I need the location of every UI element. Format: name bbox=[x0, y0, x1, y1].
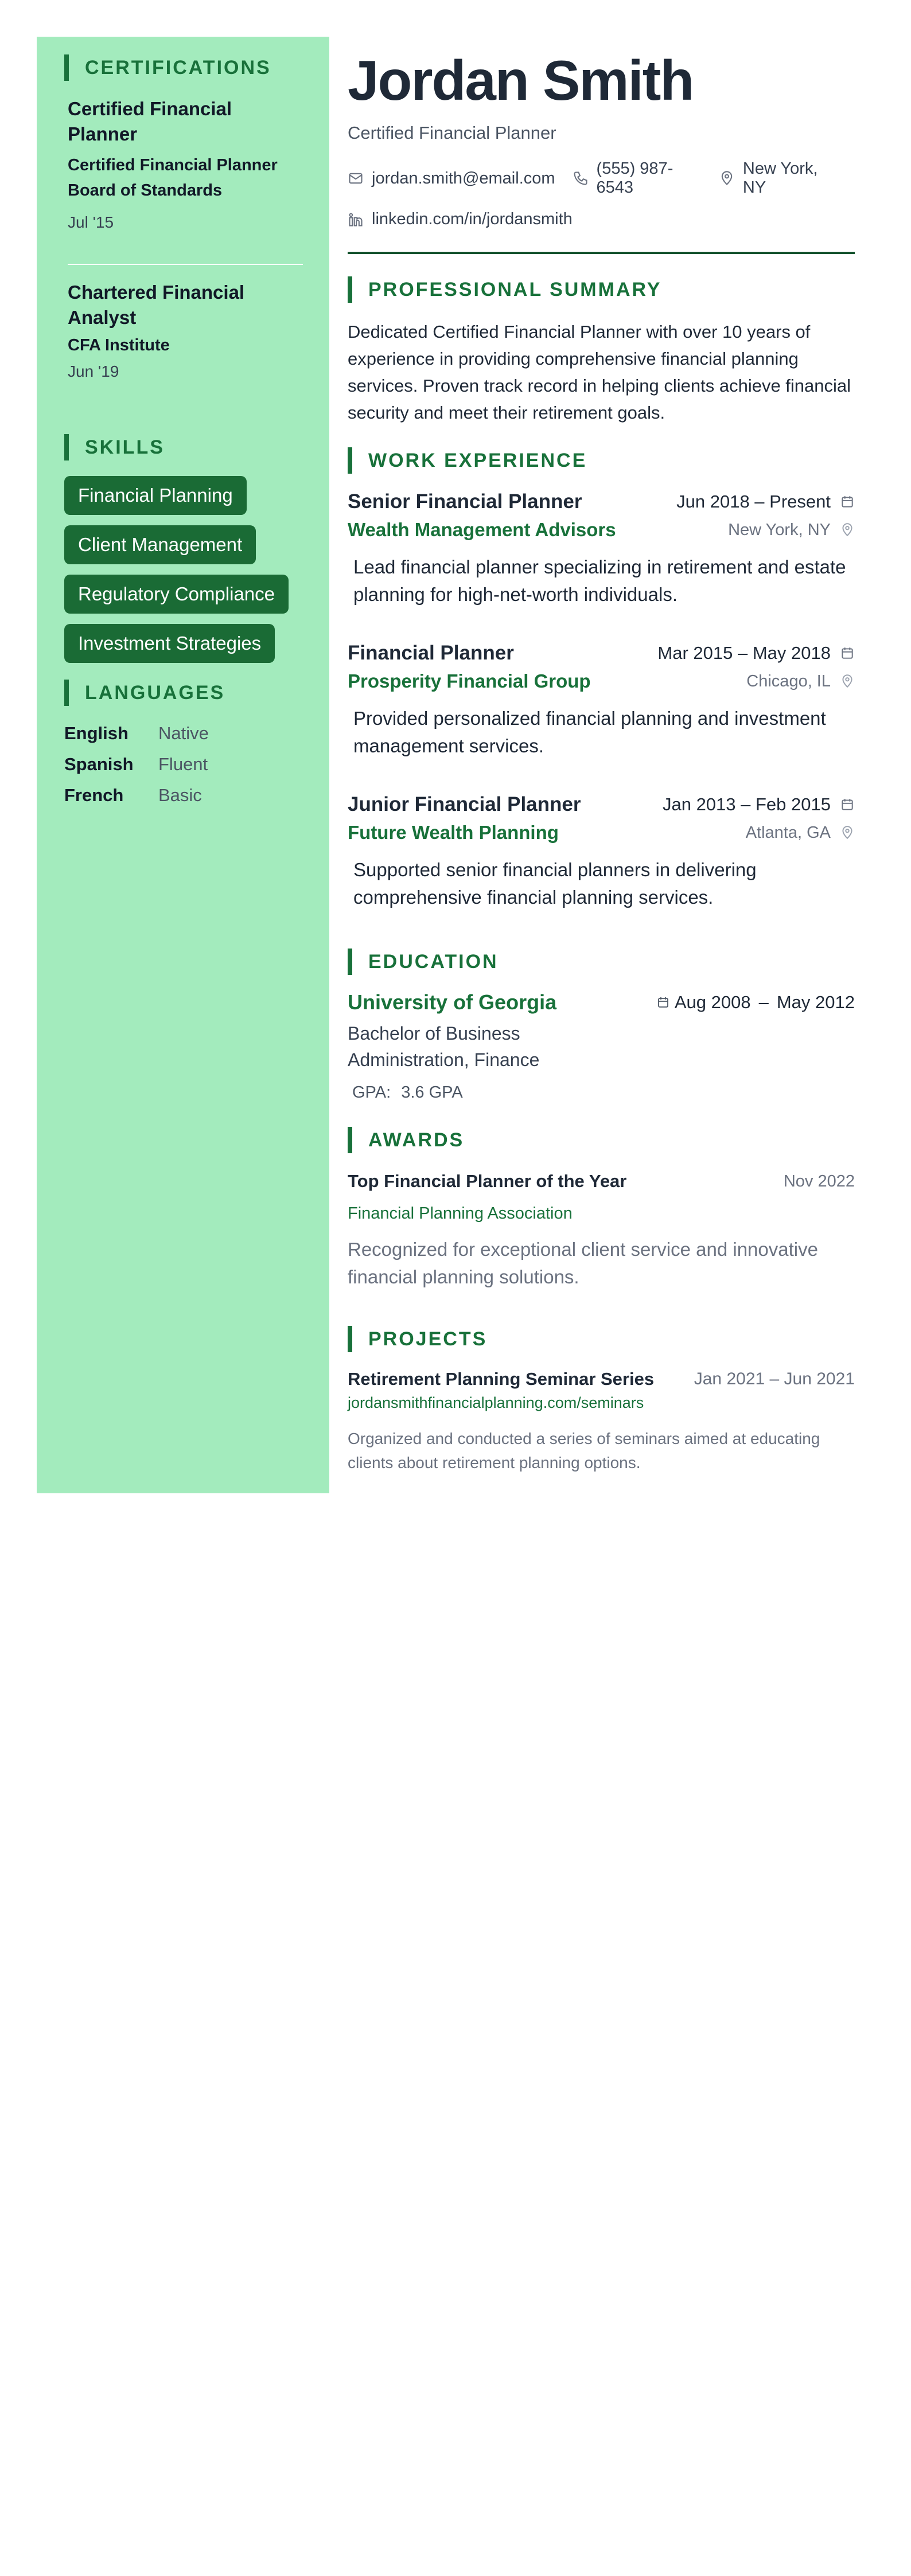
skills-heading bbox=[64, 434, 303, 461]
education-entry bbox=[348, 990, 855, 1102]
degree-line bbox=[348, 1020, 566, 1073]
certification-date: Jun '19 bbox=[68, 362, 119, 380]
email-text: jordan.smith@email.com bbox=[372, 169, 555, 188]
location-pin-icon bbox=[840, 522, 855, 537]
awards-heading bbox=[348, 1126, 855, 1154]
language-name: English bbox=[64, 723, 129, 743]
award-issuer: Financial Planning Association bbox=[348, 1204, 573, 1223]
job-location-text: Atlanta, GA bbox=[745, 823, 831, 842]
header-divider bbox=[348, 252, 855, 254]
contact-row bbox=[348, 210, 855, 229]
certification-org: Certified Financial Planner Board of Standards bbox=[68, 156, 278, 200]
project-name: Retirement Planning Seminar Series bbox=[348, 1369, 655, 1389]
job-location-text: Chicago, IL bbox=[746, 672, 831, 690]
certification-name: Certified Financial Planner bbox=[68, 98, 232, 145]
contact-location bbox=[719, 159, 838, 197]
language-name: French bbox=[64, 785, 124, 805]
location-text: New York, NY bbox=[742, 159, 818, 197]
job-location bbox=[746, 823, 855, 842]
job-title: Senior Financial Planner bbox=[348, 490, 582, 513]
certifications-heading bbox=[64, 54, 303, 81]
contact-linkedin[interactable] bbox=[348, 210, 573, 229]
language-row bbox=[64, 780, 303, 811]
language-row bbox=[64, 718, 303, 749]
award-description: Recognized for exceptional client service and innovative financial planning solutions. bbox=[348, 1239, 818, 1287]
skills-list bbox=[64, 476, 303, 673]
degree-name: Bachelor of Business Administration bbox=[348, 1023, 520, 1070]
experience-heading bbox=[348, 447, 855, 474]
calendar-icon bbox=[840, 494, 855, 509]
heading-accent-bar bbox=[348, 949, 352, 975]
certification-name: Chartered Financial Analyst bbox=[68, 282, 245, 328]
summary-heading bbox=[348, 276, 855, 303]
gpa-value: 3.6 GPA bbox=[401, 1083, 463, 1102]
contact-row bbox=[348, 159, 855, 197]
language-level: Fluent bbox=[158, 754, 208, 774]
job-dates bbox=[663, 794, 855, 815]
location-pin-icon bbox=[840, 825, 855, 840]
skills-title: SKILLS bbox=[85, 436, 165, 458]
languages-title: LANGUAGES bbox=[85, 681, 225, 704]
heading-accent-bar bbox=[64, 680, 69, 706]
projects-title: PROJECTS bbox=[368, 1328, 488, 1350]
education-title: EDUCATION bbox=[368, 950, 499, 973]
phone-icon bbox=[573, 170, 589, 186]
heading-accent-bar bbox=[348, 1127, 352, 1153]
summary-text: Dedicated Certified Financial Planner with over 10 years of experience in providing comprehensive financial planning services. Proven track record in helping clients achieve financial security and meet their retirement goals. bbox=[348, 322, 851, 423]
job-title: Junior Financial Planner bbox=[348, 793, 581, 815]
job-entry bbox=[348, 793, 855, 911]
job-dates-text: Jan 2013 – Feb 2015 bbox=[662, 794, 831, 814]
job-company: Prosperity Financial Group bbox=[348, 670, 591, 692]
education-heading bbox=[348, 948, 855, 975]
gpa-line bbox=[348, 1083, 855, 1102]
skill-tag: Financial Planning bbox=[64, 476, 247, 515]
degree-comma: , bbox=[464, 1049, 474, 1070]
location-pin-icon bbox=[840, 674, 855, 689]
language-level: Native bbox=[158, 723, 209, 743]
job-dates-text: Jun 2018 – Present bbox=[676, 491, 831, 512]
language-name: Spanish bbox=[64, 754, 134, 774]
location-pin-icon bbox=[719, 170, 735, 186]
candidate-title: Certified Financial Planner bbox=[348, 123, 556, 143]
project-url[interactable]: jordansmithfinancialplanning.com/seminars bbox=[348, 1394, 644, 1411]
job-description: Provided personalized financial planning and investment management services. bbox=[353, 708, 826, 756]
job-location bbox=[728, 521, 855, 540]
job-title: Financial Planner bbox=[348, 642, 514, 664]
job-description: Supported senior financial planners in delivering comprehensive financial planning services. bbox=[353, 859, 757, 908]
heading-accent-bar bbox=[64, 434, 69, 460]
job-dates bbox=[676, 491, 855, 512]
education-dates bbox=[656, 992, 855, 1013]
job-entry bbox=[348, 642, 855, 760]
heading-accent-bar bbox=[64, 54, 69, 81]
sidebar bbox=[37, 37, 329, 1493]
calendar-icon bbox=[840, 797, 855, 812]
phone-text: (555) 987-6543 bbox=[596, 159, 673, 197]
projects-heading bbox=[348, 1325, 855, 1353]
job-company: Wealth Management Advisors bbox=[348, 519, 616, 540]
project-dates: Jan 2021 – Jun 2021 bbox=[694, 1369, 855, 1388]
job-dates bbox=[657, 643, 855, 663]
heading-accent-bar bbox=[348, 276, 352, 303]
certification-divider bbox=[68, 264, 303, 265]
job-entry bbox=[348, 490, 855, 608]
project-entry bbox=[348, 1369, 855, 1475]
main-content bbox=[348, 37, 855, 1475]
certification-item bbox=[64, 96, 303, 232]
job-dates-text: Mar 2015 – May 2018 bbox=[657, 643, 831, 663]
degree-field: Finance bbox=[474, 1049, 540, 1070]
certification-org: CFA Institute bbox=[68, 336, 170, 354]
candidate-name: Jordan Smith bbox=[348, 49, 694, 112]
skill-tag: Investment Strategies bbox=[64, 624, 275, 663]
gpa-label: GPA: bbox=[352, 1083, 391, 1102]
job-location bbox=[746, 672, 855, 691]
education-date-separator: – bbox=[758, 992, 769, 1012]
job-location-text: New York, NY bbox=[728, 520, 831, 539]
linkedin-text: linkedin.com/in/jordansmith bbox=[372, 210, 573, 228]
linkedin-icon bbox=[348, 212, 364, 228]
education-end: May 2012 bbox=[776, 992, 855, 1012]
education-start: Aug 2008 bbox=[674, 992, 751, 1012]
award-entry bbox=[348, 1171, 855, 1291]
calendar-icon bbox=[656, 996, 670, 1009]
languages-heading bbox=[64, 679, 303, 707]
mail-icon bbox=[348, 170, 364, 186]
skill-tag: Regulatory Compliance bbox=[64, 575, 289, 614]
certification-item bbox=[64, 280, 303, 381]
contact-email[interactable] bbox=[348, 169, 555, 188]
languages-list bbox=[64, 718, 303, 811]
summary-title: PROFESSIONAL SUMMARY bbox=[368, 278, 662, 300]
contact-phone[interactable] bbox=[573, 159, 702, 197]
experience-title: WORK EXPERIENCE bbox=[368, 449, 587, 471]
language-row bbox=[64, 749, 303, 780]
heading-accent-bar bbox=[348, 1326, 352, 1352]
job-company: Future Wealth Planning bbox=[348, 822, 559, 843]
school-name: University of Georgia bbox=[348, 990, 557, 1014]
award-date: Nov 2022 bbox=[783, 1172, 855, 1191]
language-level: Basic bbox=[158, 785, 202, 805]
job-description: Lead financial planner specializing in retirement and estate planning for high-net-worth individuals. bbox=[353, 556, 846, 605]
award-name: Top Financial Planner of the Year bbox=[348, 1171, 627, 1191]
awards-title: AWARDS bbox=[368, 1129, 465, 1151]
certifications-title: CERTIFICATIONS bbox=[85, 56, 271, 79]
heading-accent-bar bbox=[348, 447, 352, 474]
skill-tag: Client Management bbox=[64, 525, 256, 564]
project-description: Organized and conducted a series of seminars aimed at educating clients about retirement planning options. bbox=[348, 1430, 820, 1472]
certification-date: Jul '15 bbox=[68, 213, 114, 231]
calendar-icon bbox=[840, 646, 855, 661]
